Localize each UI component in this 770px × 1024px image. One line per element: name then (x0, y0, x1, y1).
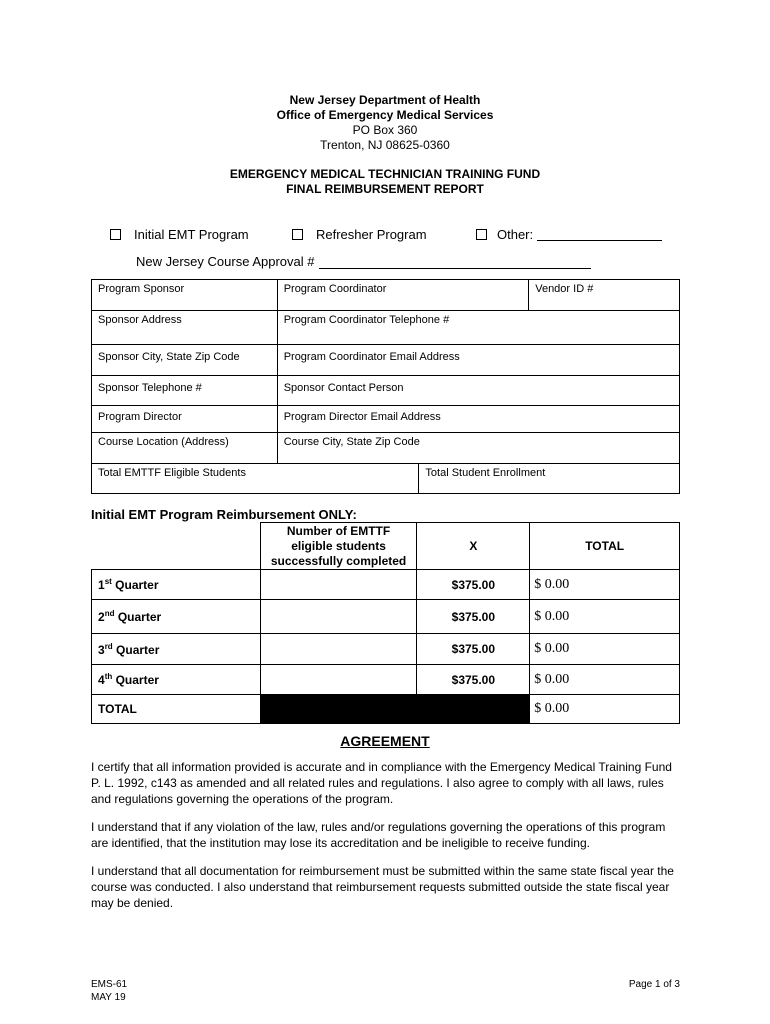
program-info-table (91, 279, 680, 494)
agreement-paragraph-3: I understand that all documentation for reimbursement must be submitted within the same state fiscal year the course was conducted. I also understand that reimbursement requests submitted outside the state fiscal year may be denied. (91, 864, 674, 910)
coordinator-email-cell[interactable]: Program Coordinator Email Address (277, 345, 679, 376)
sponsor-contact-cell[interactable]: Sponsor Contact Person (277, 376, 679, 406)
quarter-total-q4: $ 0.00 (530, 665, 680, 695)
office-name: Office of Emergency Medical Services (276, 108, 494, 122)
other-checkbox[interactable] (476, 229, 487, 240)
agreement-heading: AGREEMENT (340, 733, 430, 749)
sponsor-address-cell[interactable]: Sponsor Address (92, 311, 278, 345)
form-title-line1: EMERGENCY MEDICAL TECHNICIAN TRAINING FUND (229, 167, 541, 181)
course-approval (136, 254, 591, 269)
students-input-q1[interactable] (260, 570, 417, 600)
table-row (92, 570, 680, 600)
vendor-id-cell[interactable]: Vendor ID # (529, 280, 680, 311)
rate-cell: $375.00 (417, 600, 530, 634)
agreement-paragraph-1: I certify that all information provided is accurate and in compliance with the Emergency Medical Training Fund P. L. 1992, c143 as amended and all related rules and regulations. I also agree to comply with all laws, rules and regulations governing the operations of the program. (91, 760, 672, 806)
course-approval-label: New Jersey Course Approval # (136, 254, 315, 269)
total-eligible-cell[interactable]: Total EMTTF Eligible Students (92, 464, 419, 494)
agreement-paragraph-2: I understand that if any violation of the law, rules and/or regulations governing the operations of this program are identified, that the institution may lose its accreditation and be ineligible to receive funding. (91, 820, 666, 850)
initial-emt-label: Initial EMT Program (134, 227, 249, 242)
reimbursement-table (91, 522, 680, 724)
rate-cell: $375.00 (417, 570, 530, 600)
table-row (92, 665, 680, 695)
table-row (92, 634, 680, 665)
initial-emt-checkbox[interactable] (110, 229, 121, 240)
course-city-cell[interactable]: Course City, State Zip Code (277, 433, 679, 464)
other-label: Other: (497, 227, 534, 242)
program-director-cell[interactable]: Program Director (92, 406, 278, 433)
department-name: New Jersey Department of Health (289, 93, 481, 107)
quarter-label: 2nd Quarter (92, 600, 261, 634)
x-column-header: X (417, 523, 530, 570)
page-number: Page 1 of 3 (628, 979, 680, 990)
total-row (92, 695, 680, 724)
initial-emt-option[interactable] (110, 227, 249, 242)
director-email-cell[interactable]: Program Director Email Address (277, 406, 679, 433)
students-input-q4[interactable] (260, 665, 417, 695)
form-id: EMS-61 (91, 979, 128, 990)
total-enrollment-cell[interactable]: Total Student Enrollment (419, 464, 680, 494)
po-box: PO Box 360 (352, 123, 418, 137)
rate-cell: $375.00 (417, 665, 530, 695)
total-row-label: TOTAL (92, 695, 261, 724)
quarter-label: 3rd Quarter (92, 634, 261, 665)
quarter-label: 4th Quarter (92, 665, 261, 695)
form-title-line2: FINAL REIMBURSEMENT REPORT (286, 182, 484, 196)
reimbursement-heading: Initial EMT Program Reimbursement ONLY: (91, 507, 357, 522)
blank-header-cell (92, 523, 261, 570)
program-coordinator-cell[interactable]: Program Coordinator (277, 280, 529, 311)
students-column-header: Number of EMTTF eligible students successfully completed (260, 523, 417, 570)
course-location-cell[interactable]: Course Location (Address) (92, 433, 278, 464)
refresher-option[interactable] (292, 227, 427, 242)
table-row (92, 600, 680, 634)
coordinator-phone-cell[interactable]: Program Coordinator Telephone # (277, 311, 679, 345)
total-column-header: TOTAL (530, 523, 680, 570)
form-date: MAY 19 (91, 992, 126, 1003)
blacked-out-cell (260, 695, 530, 724)
quarter-total-q1: $ 0.00 (530, 570, 680, 600)
other-option[interactable] (476, 227, 662, 242)
program-sponsor-cell[interactable]: Program Sponsor (92, 280, 278, 311)
students-input-q2[interactable] (260, 600, 417, 634)
agreement-heading-wrap (0, 733, 770, 749)
sponsor-phone-cell[interactable]: Sponsor Telephone # (92, 376, 278, 406)
quarter-label: 1st Quarter (92, 570, 261, 600)
course-approval-input-line[interactable] (319, 256, 591, 269)
quarter-total-q2: $ 0.00 (530, 600, 680, 634)
other-input-line[interactable] (537, 228, 662, 241)
refresher-label: Refresher Program (316, 227, 427, 242)
refresher-checkbox[interactable] (292, 229, 303, 240)
rate-cell: $375.00 (417, 634, 530, 665)
grand-total: $ 0.00 (530, 695, 680, 724)
city-address: Trenton, NJ 08625-0360 (320, 138, 450, 152)
students-input-q3[interactable] (260, 634, 417, 665)
quarter-total-q3: $ 0.00 (530, 634, 680, 665)
sponsor-city-cell[interactable]: Sponsor City, State Zip Code (92, 345, 278, 376)
